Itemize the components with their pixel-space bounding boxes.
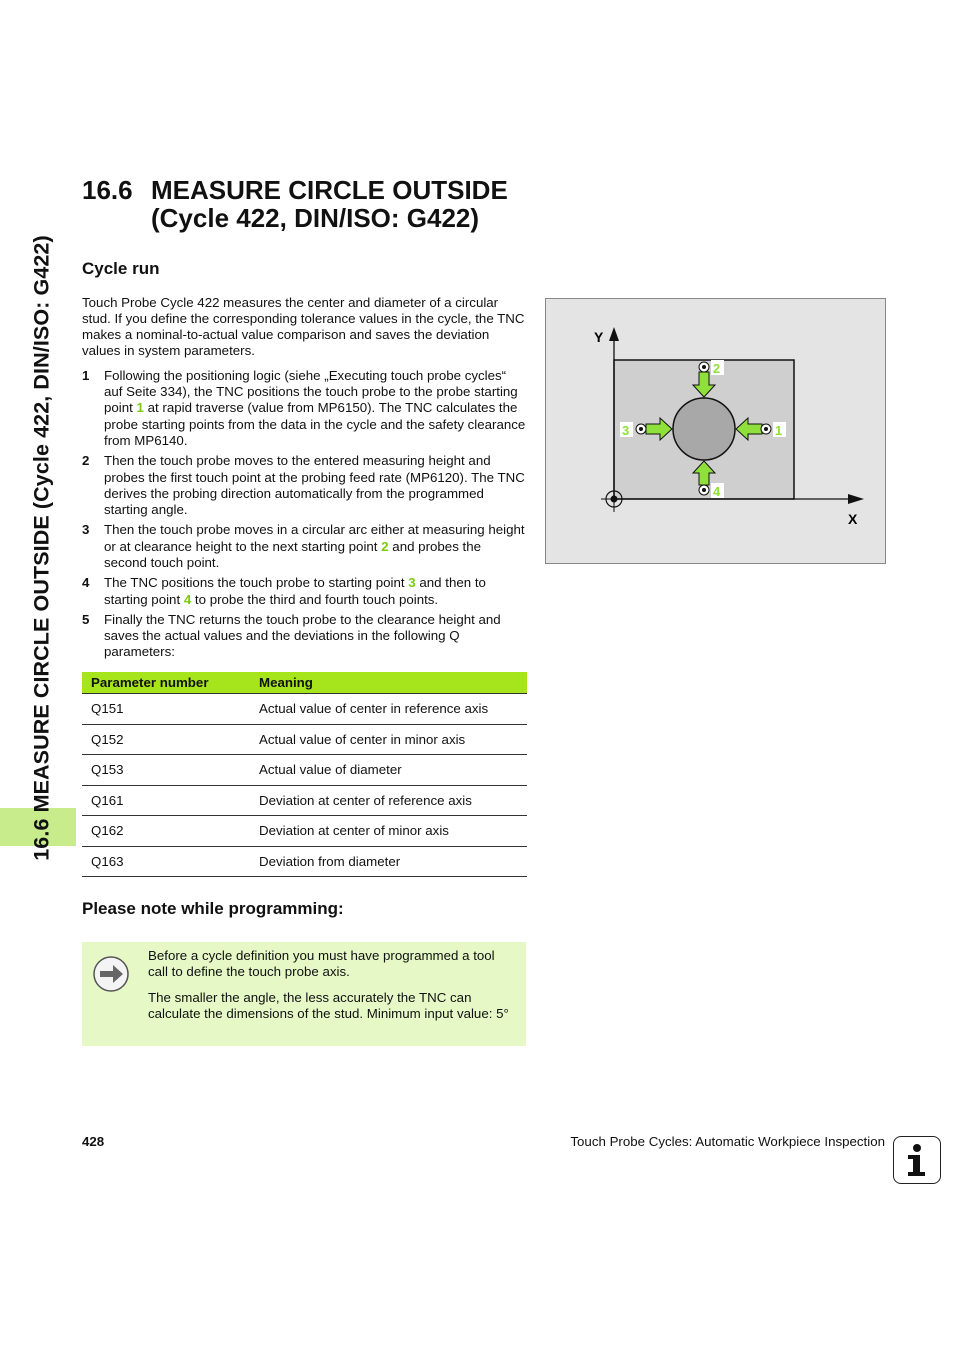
step-text: Then the touch probe moves in a circular arc either at measuring height or at clearance height to the next starting point <box>104 522 525 554</box>
note-item: The smaller the angle, the less accurately the TNC can calculate the dimensions of the stud. Minimum input value: 5° <box>148 990 509 1021</box>
param-number: Q161 <box>82 785 250 816</box>
page-number: 428 <box>82 1134 105 1149</box>
step-item <box>82 612 527 661</box>
step-text: The TNC positions the touch probe to starting point <box>104 575 409 591</box>
touch-point-1-icon <box>761 424 771 434</box>
parameter-table <box>82 672 527 877</box>
step-item <box>82 368 527 449</box>
touch-point-2-icon <box>699 362 709 372</box>
cycle-diagram <box>545 298 886 564</box>
footer-title: Touch Probe Cycles: Automatic Workpiece Inspection <box>570 1134 885 1149</box>
step-text: and then to starting point <box>104 575 486 607</box>
point-ref: 3 <box>408 575 416 591</box>
param-number: Q152 <box>82 724 250 755</box>
chapter-number: 16.6 <box>82 175 133 205</box>
step-number: 2 <box>82 453 90 469</box>
table-row <box>82 755 527 786</box>
point-label-4: 4 <box>713 484 721 499</box>
step-number: 5 <box>82 612 90 628</box>
point-label-1: 1 <box>775 423 783 438</box>
table-header-row <box>82 672 527 694</box>
axis-x-label: X <box>848 511 858 527</box>
step-text: to probe the third and fourth touch points. <box>191 591 439 607</box>
step-text: Finally the TNC returns the touch probe to the clearance height and saves the actual values and the deviations in the following Q parameters: <box>104 612 501 660</box>
step-text: at rapid traverse (value from MP6150). The TNC calculates the probe starting points from the data in the cycle and the safety clearance from MP6140. <box>104 400 526 448</box>
y-axis-arrow <box>609 327 619 341</box>
side-chapter-title: 16.6 MEASURE CIRCLE OUTSIDE (Cycle 422, DIN/ISO: G422) <box>29 235 54 861</box>
touch-point-4-icon <box>699 485 709 495</box>
param-meaning: Actual value of center in reference axis <box>250 694 527 725</box>
table-row <box>82 785 527 816</box>
chapter-title-line2: (Cycle 422, DIN/ISO: G422) <box>151 203 480 233</box>
info-icon <box>893 1136 941 1184</box>
arrow-right-icon <box>92 955 130 993</box>
param-meaning: Deviation at center of minor axis <box>250 816 527 847</box>
point-ref: 1 <box>136 400 144 416</box>
param-meaning: Deviation at center of reference axis <box>250 785 527 816</box>
param-number: Q163 <box>82 846 250 877</box>
step-item <box>82 522 527 571</box>
point-label-3: 3 <box>622 423 630 438</box>
step-number: 1 <box>82 368 90 383</box>
step-text: Then the touch probe moves to the entered measuring height and probes the first touch point at the probing feed rate (MP6120). The TNC derives the probing direction automatically from the programmed starting angle. <box>104 453 525 517</box>
notes-heading: Please note while programming: <box>82 899 344 918</box>
diagram-svg <box>546 299 885 563</box>
table-row <box>82 816 527 847</box>
steps-list <box>82 368 527 665</box>
intro-paragraph: Touch Probe Cycle 422 measures the center and diameter of a circular stud. If you define the corresponding tolerance values in the cycle, the TNC makes a nominal-to-actual value comparison and saves the deviation values in system parameters. <box>82 295 525 358</box>
param-number: Q162 <box>82 816 250 847</box>
point-ref: 2 <box>381 538 389 554</box>
param-meaning: Actual value of center in minor axis <box>250 724 527 755</box>
point-label-2: 2 <box>713 361 721 376</box>
step-item <box>82 453 527 518</box>
cycle-run-heading: Cycle run <box>82 259 160 278</box>
table-row <box>82 846 527 877</box>
stud-circle <box>673 398 735 460</box>
table-row <box>82 694 527 725</box>
param-meaning: Actual value of diameter <box>250 755 527 786</box>
note-text <box>148 948 518 1032</box>
note-box <box>82 942 526 1046</box>
step-text: and probes the second touch point. <box>104 538 482 570</box>
x-axis-arrow <box>848 494 864 504</box>
table-row <box>82 724 527 755</box>
step-number: 4 <box>82 575 90 591</box>
column-header: Meaning <box>250 672 527 694</box>
step-item <box>82 575 527 607</box>
note-item: Before a cycle definition you must have programmed a tool call to define the touch probe axis. <box>148 948 495 979</box>
step-text: Following the positioning logic (siehe „Executing touch probe cycles“ auf Seite 334), the TNC positions the touch probe to the probe starting point <box>104 368 518 416</box>
param-number: Q153 <box>82 755 250 786</box>
step-number: 3 <box>82 522 90 538</box>
param-meaning: Deviation from diameter <box>250 846 527 877</box>
touch-point-3-icon <box>636 424 646 434</box>
chapter-title-line1: MEASURE CIRCLE OUTSIDE <box>151 175 508 205</box>
param-number: Q151 <box>82 694 250 725</box>
point-ref: 4 <box>183 591 192 607</box>
column-header: Parameter number <box>82 672 250 694</box>
axis-y-label: Y <box>594 329 604 345</box>
